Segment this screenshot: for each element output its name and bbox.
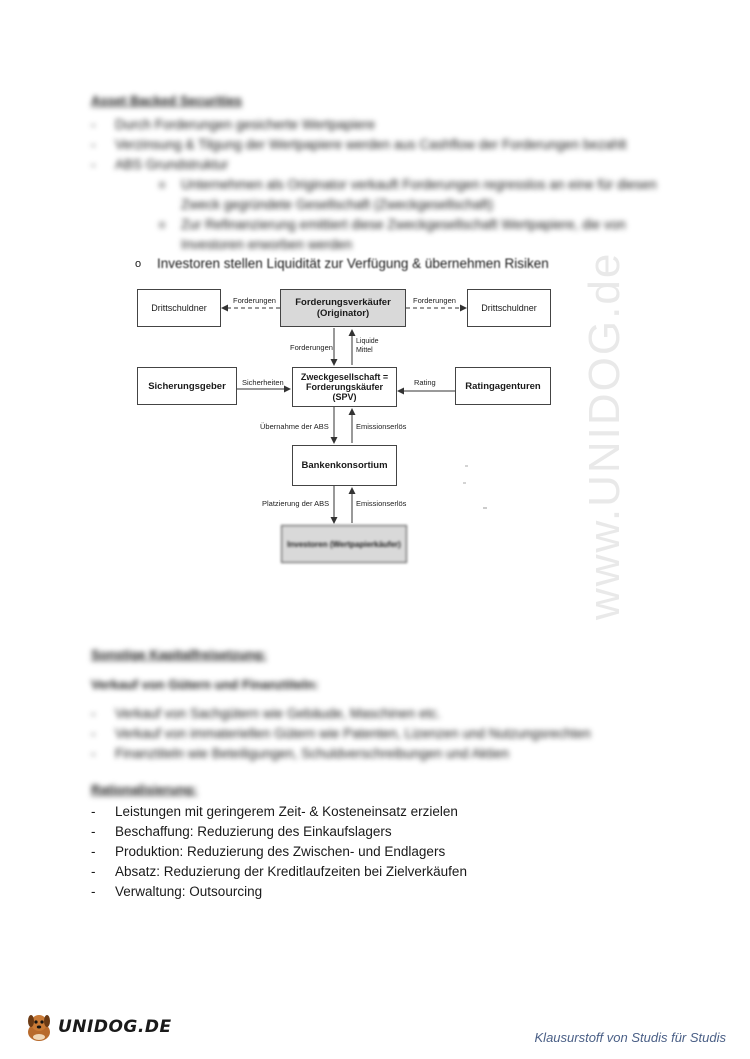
footer-note: Klausurstoff von Studis für Studis bbox=[534, 1030, 726, 1045]
rational-heading: Rationalisierung: bbox=[91, 782, 198, 797]
abs-item: - Durch Forderungen gesicherte Wertpapiere bbox=[91, 115, 671, 135]
abs-subitem-last-text: Investoren stellen Liquidität zur Verfügung & übernehmen Risiken bbox=[157, 256, 549, 271]
box-spv: Zweckgesellschaft = Forderungskäufer (SPV) bbox=[292, 367, 397, 407]
box-investoren: Investoren (Wertpapierkäufer) bbox=[281, 525, 407, 563]
label-forderungen-left: Forderungen bbox=[233, 296, 276, 305]
rational-item: - Beschaffung: Reduzierung des Einkaufslagers bbox=[91, 822, 651, 842]
sonstige-item: - Verkauf von Sachgütern wie Gebäude, Maschinen etc. bbox=[91, 704, 671, 724]
box-sicherungsgeber: Sicherungsgeber bbox=[137, 367, 237, 405]
abs-item: - Verzinsung & Tilgung der Wertpapiere werden aus Cashflow der Forderungen bezahlt bbox=[91, 135, 671, 155]
dog-icon bbox=[22, 1010, 56, 1044]
label-sicherheiten: Sicherheiten bbox=[242, 378, 284, 387]
box-originator: Forderungsverkäufer (Originator) bbox=[280, 289, 406, 327]
abs-item-label: ABS Grundstruktur bbox=[115, 157, 229, 172]
label-emissionserloes-1: Emissionserlös bbox=[356, 422, 407, 431]
box-bankenkonsortium: Bankenkonsortium bbox=[292, 445, 397, 486]
abs-heading: Asset Backed Securities bbox=[91, 93, 243, 108]
bullet-icon: o bbox=[135, 258, 142, 270]
watermark: www.UNIDOG.de bbox=[580, 251, 629, 620]
abs-subitem: o Zur Refinanzierung emittiert diese Zweckgesellschaft Wertpapiere, die von Investoren erworben werden bbox=[159, 215, 679, 255]
footer-logo-text: UNIDOG.DE bbox=[58, 1017, 172, 1037]
box-drittschuldner-left: Drittschuldner bbox=[137, 289, 221, 327]
label-forderungen-down: Forderungen bbox=[290, 343, 333, 352]
label-liquide-mittel: Liquide Mittel bbox=[356, 338, 379, 354]
sonstige-item: - Verkauf von immateriellen Gütern wie Patenten, Lizenzen und Nutzungsrechten bbox=[91, 724, 671, 744]
rational-item: - Produktion: Reduzierung des Zwischen- und Endlagers bbox=[91, 842, 651, 862]
sonstige-subheading: Verkauf von Gütern und Finanztiteln: bbox=[91, 677, 319, 692]
label-emissionserloes-2: Emissionserlös bbox=[356, 499, 407, 508]
box-drittschuldner-right: Drittschuldner bbox=[467, 289, 551, 327]
label-platzierung: Platzierung der ABS bbox=[262, 499, 330, 508]
sonstige-list bbox=[91, 704, 671, 764]
label-rating: Rating bbox=[414, 378, 436, 387]
sonstige-item: - Finanztiteln wie Beteiligungen, Schuldverschreibungen und Aktien bbox=[91, 744, 671, 764]
rational-item: - Absatz: Reduzierung der Kreditlaufzeiten bei Zielverkäufen bbox=[91, 862, 651, 882]
label-uebernahme: Übernahme der ABS bbox=[260, 422, 329, 431]
abs-subitem: o Unternehmen als Originator verkauft Forderungen regresslos an eine für diesen Zweck gegründete Gesellschaft (Zweckgesellschaft) bbox=[159, 175, 679, 215]
rational-list bbox=[91, 802, 651, 902]
sonstige-heading: Sonstige Kapitalfreisetzung: bbox=[91, 647, 267, 662]
label-forderungen-right: Forderungen bbox=[413, 296, 456, 305]
rational-item: - Leistungen mit geringerem Zeit- & Kosteneinsatz erzielen bbox=[91, 802, 651, 822]
box-ratingagenturen: Ratingagenturen bbox=[455, 367, 551, 405]
footer-logo bbox=[22, 1010, 172, 1044]
rational-item: - Verwaltung: Outsourcing bbox=[91, 882, 651, 902]
